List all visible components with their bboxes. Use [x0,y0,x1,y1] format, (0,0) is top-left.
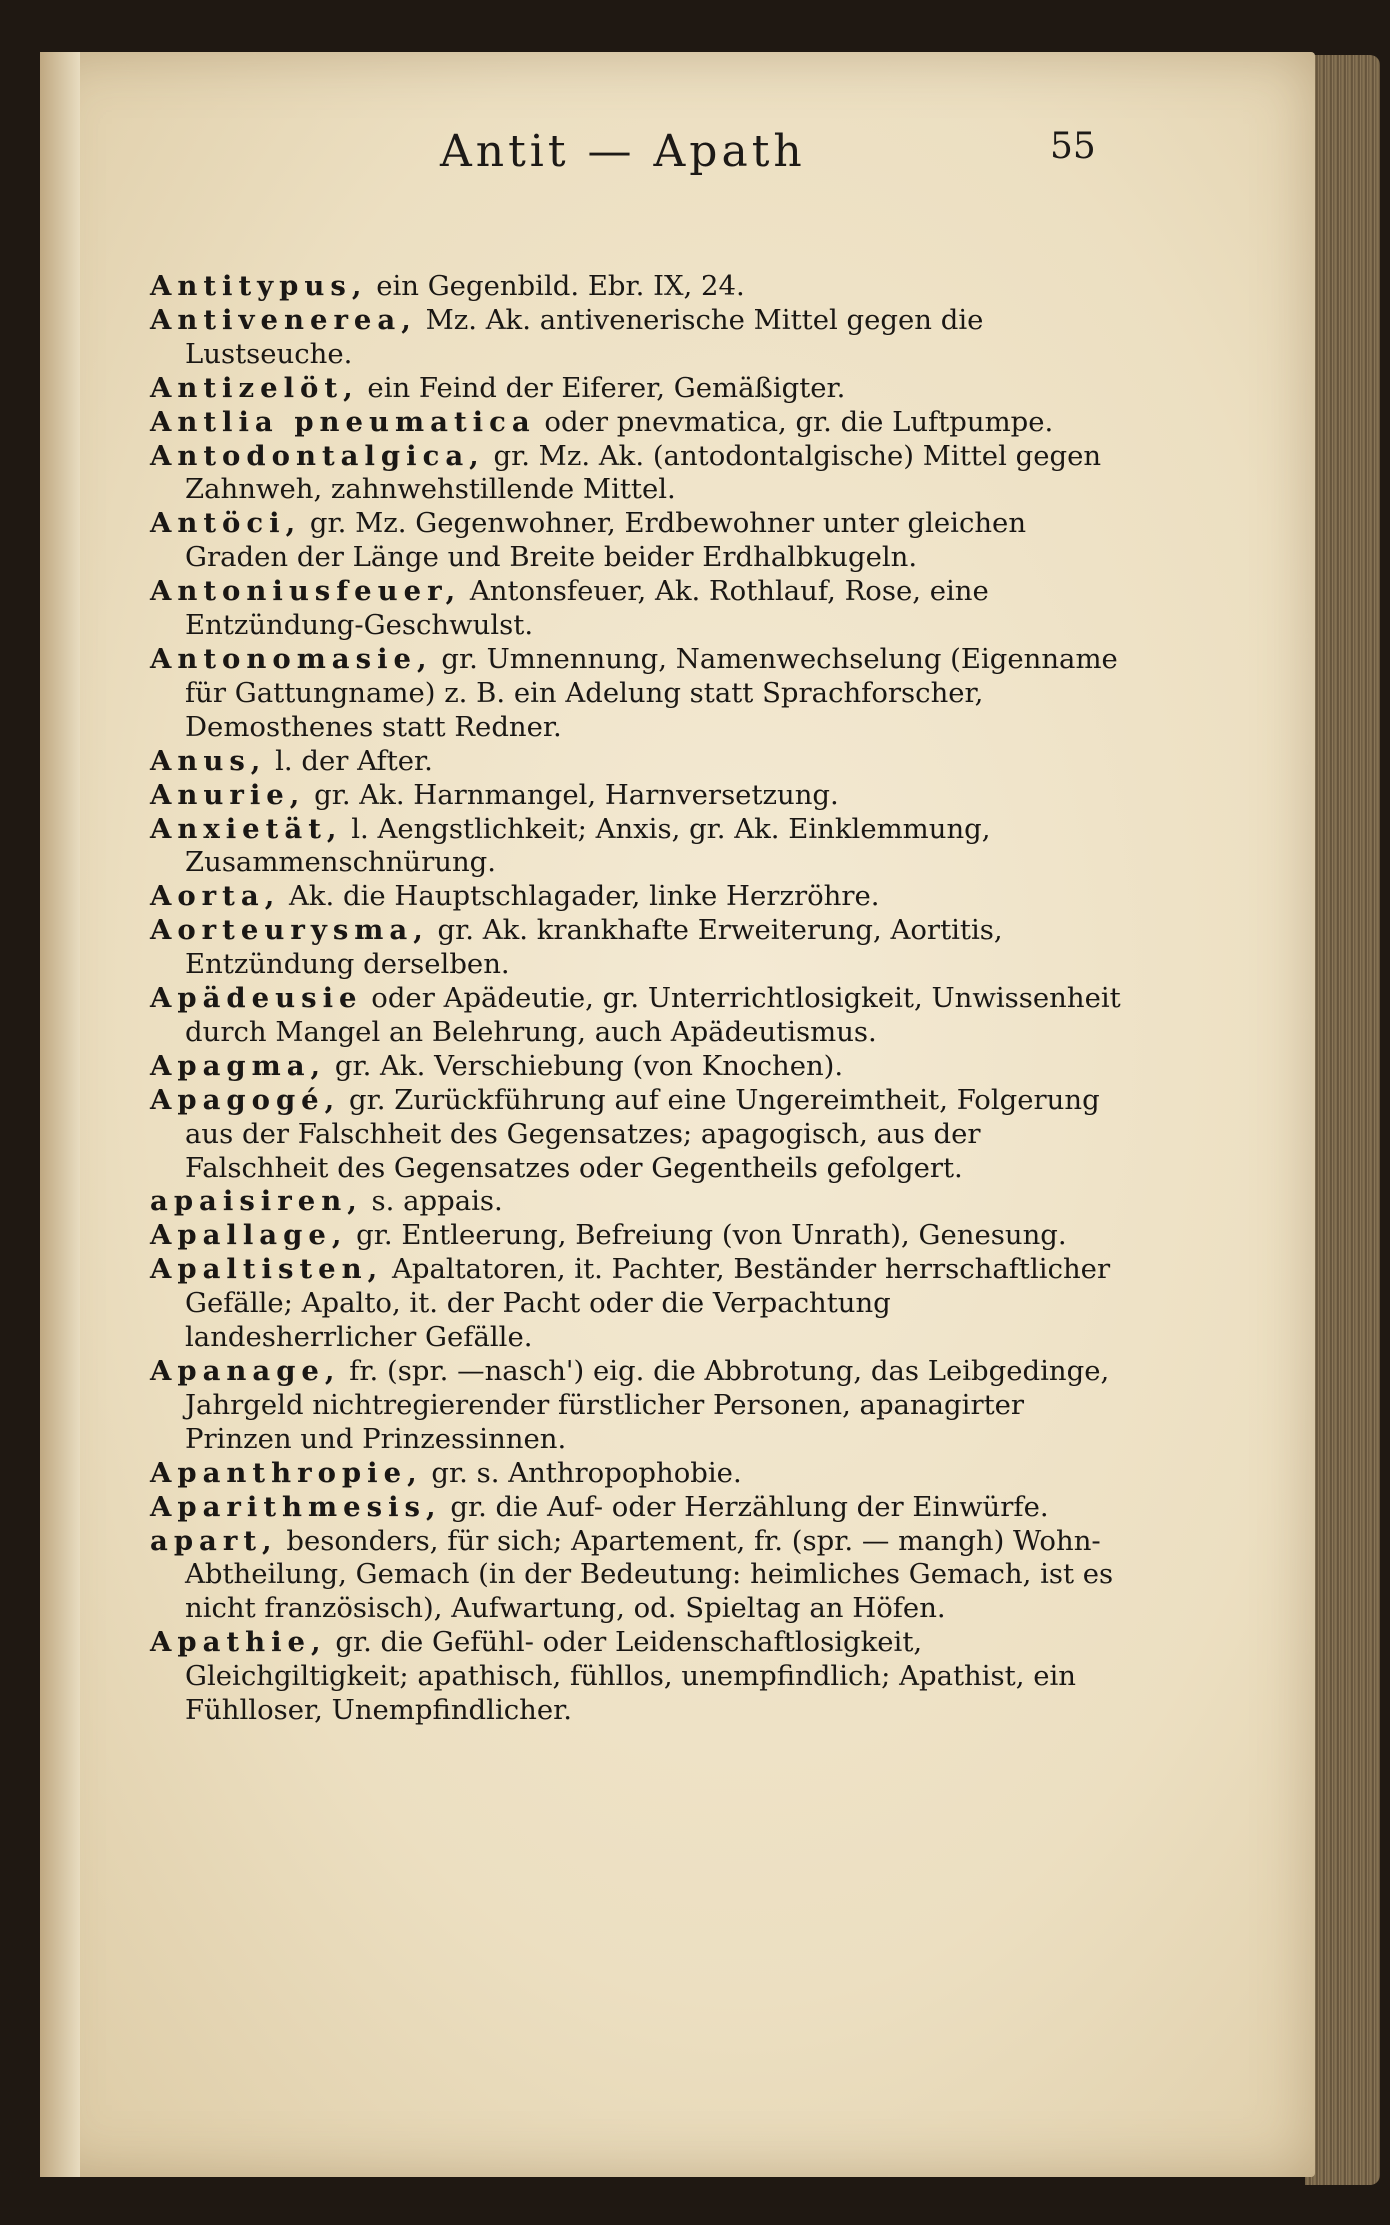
headword: Anxietät, [150,812,343,845]
definition: besonders, für sich; Apartement, fr. (spr. — mangh) Wohn-Abtheilung, Gemach (in der Bedeutung: heimliches Gemach, ist es nicht französisch), Aufwartung, od. Spieltag an Höfen. [185,1524,1114,1625]
definition: Apaltatoren, it. Pachter, Beständer herrschaftlicher Gefälle; Apalto, it. der Pacht oder die Verpachtung landesherrlicher Gefälle. [185,1253,1111,1354]
entry [150,1457,1130,1491]
entry [150,270,1130,304]
entry [150,880,1130,914]
headword: Apagma, [150,1049,327,1082]
page-edges [1305,55,1380,2185]
definition: gr. Mz. Ak. (antodontalgische) Mittel gegen Zahnweh, zahnwehstillende Mittel. [185,439,1102,506]
entry [150,745,1130,779]
headword: Antlia pneumatica [150,405,536,438]
headword: Antoniusfeuer, [150,575,462,608]
headword: Apathie, [150,1626,327,1659]
headword: Apagogé, [150,1083,341,1116]
definition: fr. (spr. —nasch') eig. die Abbrotung, das Leibgedinge, Jahrgeld nichtregierender fürstlicher Personen, apanagirter Prinzen und Prinzessinnen. [185,1355,1110,1455]
entry [150,1525,1130,1627]
entry [150,304,1130,372]
definition: gr. s. Anthropophobie. [422,1456,742,1489]
definition: oder pnevmatica, gr. die Luftpumpe. [535,405,1054,438]
definition: gr. Ak. Verschiebung (von Knochen). [326,1049,844,1082]
definition: gr. Mz. Gegenwohner, Erdbewohner unter gleichen Graden der Länge und Breite beider Erdhalbkugeln. [185,507,1027,574]
definition: oder Apädeutie, gr. Unterrichtlosigkeit, Unwissenheit durch Mangel an Belehrung, auch Apädeutismus. [185,982,1121,1048]
definition: l. der After. [266,744,433,777]
entry [150,1626,1130,1728]
definition: Ak. die Hauptschlagader, linke Herzröhre. [280,880,880,913]
entry [150,643,1130,745]
headword: Antodontalgica, [150,439,485,472]
entry [150,1253,1130,1355]
headword: Apallage, [150,1219,348,1252]
definition: gr. die Gefühl- oder Leidenschaftlosigkeit, Gleichgiltigkeit; apathisch, fühllos, unempfindlich; Apathist, ein Fühlloser, Unempfindlicher. [185,1626,1076,1727]
entry [150,1355,1130,1457]
headword: Antitypus, [150,270,368,302]
page-number: 55 [1050,126,1096,167]
headword: Apädeusie [150,982,363,1015]
running-header [110,126,1110,196]
headword: apaisiren, [150,1185,363,1218]
entry [150,1084,1130,1186]
definition: Mz. Ak. antivenerische Mittel gegen die Lustseuche. [185,303,984,370]
header-title: Antit — Apath [440,126,806,177]
headword: Antizelöt, [150,371,359,404]
entry [150,372,1130,406]
headword: Antivenerea, [150,303,417,336]
definition: gr. die Auf- oder Herzählung der Einwürfe. [441,1490,1049,1523]
entry [150,406,1130,440]
entry [150,1050,1130,1084]
entry [150,1219,1130,1253]
definition: gr. Entleerung, Befreiung (von Unrath), Genesung. [347,1219,1067,1252]
entry [150,507,1130,575]
entry [150,575,1130,643]
definition: gr. Ak. krankhafte Erweiterung, Aortitis, Entzündung derselben. [185,914,1003,981]
dictionary-entries [150,270,1130,1728]
entry [150,914,1130,982]
entry [150,982,1130,1050]
entry [150,1491,1130,1525]
headword: Apanthropie, [150,1456,423,1489]
entry [150,813,1130,881]
headword: Apanage, [150,1355,341,1387]
headword: Anurie, [150,778,306,811]
definition: gr. Zurückführung auf eine Ungereimtheit, Folgerung aus der Falschheit des Gegensatzes; apagogisch, aus der Falschheit des Gegensatzes oder Gegentheils gefolgert. [185,1083,1100,1184]
headword: Apaltisten, [150,1253,384,1286]
headword: Anus, [150,744,267,777]
definition: Antonsfeuer, Ak. Rothlauf, Rose, eine Entzündung-Geschwulst. [185,575,989,642]
definition: gr. Umnennung, Namenwechselung (Eigenname für Gattungname) z. B. ein Adelung statt Sprachforscher, Demosthenes statt Redner. [185,642,1118,743]
headword: Antöci, [150,507,302,540]
gutter [40,52,80,2177]
entry [150,1185,1130,1219]
headword: Antonomasie, [150,642,433,675]
definition: l. Aengstlichkeit; Anxis, gr. Ak. Einklemmung, Zusammenschnürung. [185,812,991,879]
definition: s. appais. [362,1185,503,1218]
definition: ein Gegenbild. Ebr. IX, 24. [367,270,745,302]
definition: ein Feind der Eiferer, Gemäßigter. [358,371,846,404]
definition: gr. Ak. Harnmangel, Harnversetzung. [305,778,839,811]
entry [150,440,1130,508]
headword: Aorta, [150,880,281,913]
headword: Aorteurysma, [150,914,429,947]
headword: apart, [150,1524,278,1557]
entry [150,779,1130,813]
headword: Aparithmesis, [150,1490,442,1523]
